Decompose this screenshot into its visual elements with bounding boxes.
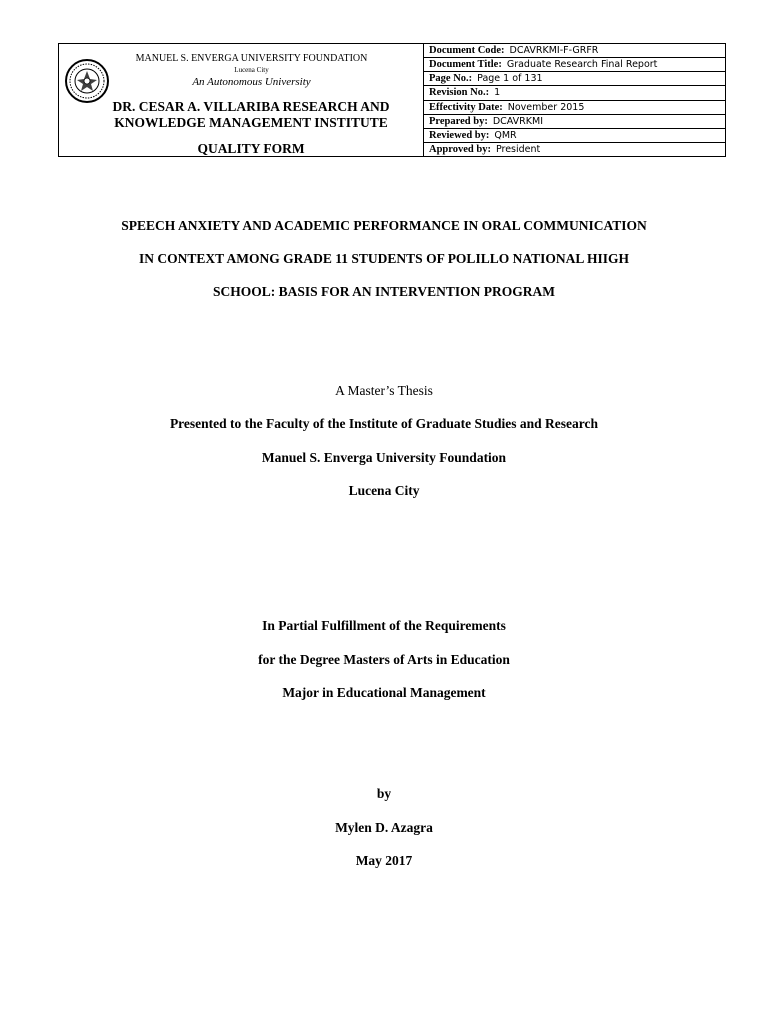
meta-label: Page No.: bbox=[429, 73, 473, 85]
thesis-type: A Master’s Thesis bbox=[335, 383, 433, 398]
header-motto: An Autonomous University bbox=[192, 76, 311, 88]
header-city: Lucena City bbox=[234, 66, 269, 74]
institute-line-2: KNOWLEDGE MANAGEMENT INSTITUTE bbox=[114, 115, 388, 130]
meta-label: Document Title: bbox=[429, 59, 502, 71]
meta-row-document-code bbox=[424, 44, 725, 58]
author-by: by bbox=[376, 786, 392, 801]
thesis-title-line-1: SPEECH ANXIETY AND ACADEMIC PERFORMANCE IN ORAL COMMUNICATION bbox=[121, 218, 647, 233]
header-institute-name bbox=[101, 99, 401, 131]
author-name: Mylen D. Azagra bbox=[335, 820, 433, 835]
meta-value: DCAVRKMI bbox=[492, 115, 543, 127]
header-university-name: MANUEL S. ENVERGA UNIVERSITY FOUNDATION bbox=[135, 53, 368, 64]
presentation-university: Manuel S. Enverga University Foundation bbox=[261, 450, 507, 465]
submission-date: May 2017 bbox=[355, 853, 413, 868]
header-form-type: QUALITY FORM bbox=[197, 141, 305, 156]
meta-value: President bbox=[495, 143, 541, 155]
meta-value: DCAVRKMI-F-GRFR bbox=[509, 45, 599, 57]
institute-line-1: DR. CESAR A. VILLARIBA RESEARCH AND bbox=[112, 99, 390, 114]
fulfillment-line-2: for the Degree Masters of Arts in Education bbox=[258, 652, 510, 667]
meta-value: November 2015 bbox=[507, 101, 585, 113]
meta-value: QMR bbox=[494, 129, 517, 141]
meta-label: Reviewed by: bbox=[429, 129, 490, 141]
meta-value: Page 1 of 131 bbox=[477, 73, 543, 85]
header-document-metadata bbox=[424, 44, 725, 156]
meta-row-reviewed-by bbox=[424, 129, 725, 143]
fulfillment-line-3: Major in Educational Management bbox=[282, 685, 486, 700]
meta-label: Document Code: bbox=[429, 45, 505, 57]
meta-value: 1 bbox=[494, 87, 501, 99]
meta-value: Graduate Research Final Report bbox=[506, 59, 658, 71]
meta-row-effectivity-date bbox=[424, 101, 725, 115]
meta-label: Effectivity Date: bbox=[429, 101, 503, 113]
fulfillment-line-1: In Partial Fulfillment of the Requirements bbox=[262, 618, 506, 633]
university-seal-icon bbox=[64, 58, 110, 104]
meta-row-revision-no bbox=[424, 86, 725, 100]
meta-row-prepared-by bbox=[424, 115, 725, 129]
thesis-title-line-2: IN CONTEXT AMONG GRADE 11 STUDENTS OF POLILLO NATIONAL HIIGH bbox=[139, 251, 629, 266]
quality-form-header bbox=[58, 43, 726, 157]
meta-row-document-title bbox=[424, 58, 725, 72]
header-institution-block bbox=[59, 44, 424, 156]
meta-label: Prepared by: bbox=[429, 115, 488, 127]
meta-row-approved-by bbox=[424, 143, 725, 156]
thesis-title-line-3: SCHOOL: BASIS FOR AN INTERVENTION PROGRAM bbox=[213, 284, 555, 299]
presentation-city: Lucena City bbox=[348, 483, 420, 498]
meta-label: Approved by: bbox=[429, 143, 491, 155]
meta-label: Revision No.: bbox=[429, 87, 490, 99]
meta-row-page-no bbox=[424, 72, 725, 86]
presented-to: Presented to the Faculty of the Institute of Graduate Studies and Research bbox=[169, 416, 599, 431]
